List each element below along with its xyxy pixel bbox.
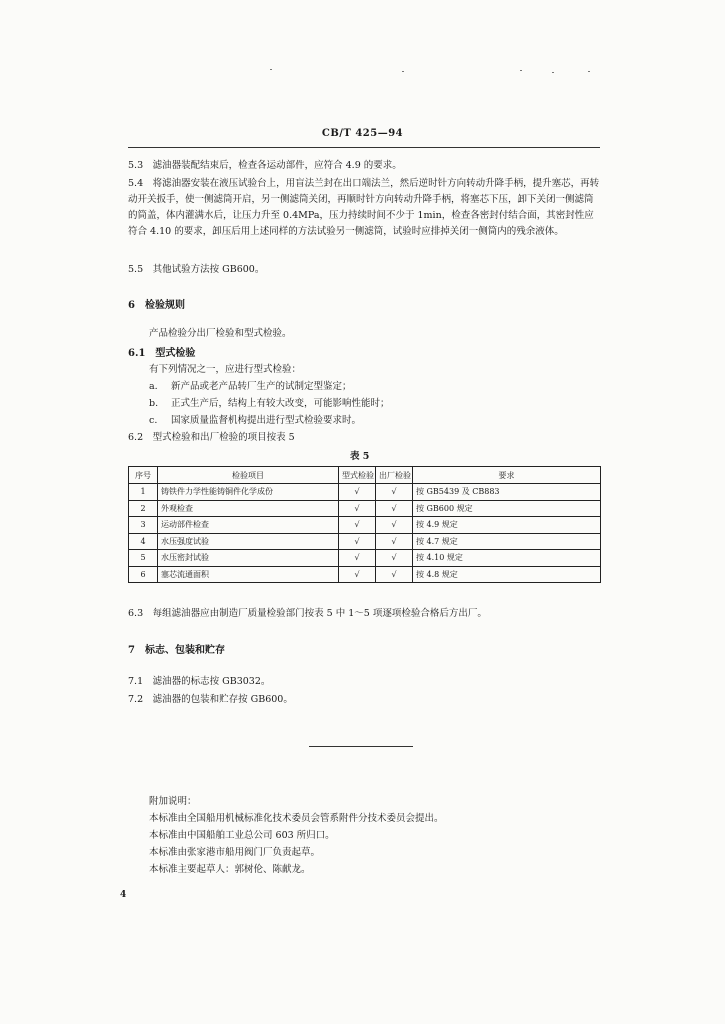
cell-index: 4	[129, 533, 158, 550]
scan-speck	[402, 71, 404, 72]
clause-5-5: 5.5 其他试验方法按 GB600。	[128, 264, 265, 275]
clause-5-3: 5.3 滤油器装配结束后，检查各运动部件，应符合 4.9 的要求。	[128, 160, 402, 171]
cell-factory-test: √	[376, 500, 413, 517]
page-number: 4	[120, 890, 127, 900]
list-label: c.	[149, 415, 158, 426]
cell-type-test: √	[339, 533, 376, 550]
list-label: b.	[149, 398, 159, 409]
clause-6-3: 6.3 每组滤油器应由制造厂质量检验部门按表 5 中 1～5 项逐项检验合格后方出厂。	[128, 608, 487, 619]
section-7-heading: 7 标志、包装和贮存	[128, 645, 225, 656]
clause-7-1: 7.1 滤油器的标志按 GB3032。	[128, 676, 271, 687]
cell-item: 铸铁件力学性能铸铜件化学成份	[158, 484, 339, 501]
cell-factory-test: √	[376, 484, 413, 501]
table-row	[129, 550, 601, 567]
table-row	[129, 517, 601, 534]
col-header-index: 序号	[129, 467, 158, 484]
note-line: 本标准由中国船舶工业总公司 603 所归口。	[149, 830, 335, 841]
col-header-requirement: 要求	[413, 467, 601, 484]
list-item-text: 正式生产后，结构上有较大改变，可能影响性能时；	[171, 398, 390, 409]
note-line: 本标准由张家港市船用阀门厂负责起草。	[149, 847, 321, 858]
standard-number-header: CB/T 425—94	[321, 128, 404, 139]
table-row	[129, 566, 601, 583]
table-row	[129, 500, 601, 517]
cell-type-test: √	[339, 500, 376, 517]
cell-requirement: 按 GB600 规定	[413, 500, 601, 517]
clause-5-4: 5.4 将滤油器安装在液压试验台上，用盲法兰封在出口端法兰，然后逆时针方向转动升降手柄，提升塞芯，再转动开关扳手，使一侧滤筒开启，另一侧滤筒关闭，再顺时针方向转动升降手柄，将塞芯下压，卸下关闭一侧滤筒的筒盖，体内灌满水后，让压力升至 0.4MPa，压力持续时间不少于 1min，检查各密封付结合面，其密封性应符合 4.10 的要求，卸压后用上述同样的方法试验另一侧滤筒，试验时应排掉关闭一侧筒内的残余液体。	[128, 178, 600, 237]
cell-factory-test: √	[376, 550, 413, 567]
section-6-heading: 6 检验规则	[128, 300, 185, 311]
header-rule	[128, 147, 600, 148]
section-6-intro: 产品检验分出厂检验和型式检验。	[149, 328, 292, 339]
cell-type-test: √	[339, 550, 376, 567]
table-header-row	[129, 467, 601, 484]
list-item-text: 国家质量监督机构提出进行型式检验要求时。	[171, 415, 362, 426]
cell-factory-test: √	[376, 517, 413, 534]
cell-item: 水压密封试验	[158, 550, 339, 567]
table-5	[128, 466, 601, 583]
cell-factory-test: √	[376, 533, 413, 550]
list-label: a.	[149, 381, 158, 392]
cell-type-test: √	[339, 484, 376, 501]
scan-speck	[520, 70, 522, 71]
clause-6-1-heading: 6.1 型式检验	[128, 348, 196, 359]
cell-requirement: 按 4.9 规定	[413, 517, 601, 534]
cell-item: 外观检查	[158, 500, 339, 517]
cell-index: 1	[129, 484, 158, 501]
end-separator-rule	[309, 746, 413, 747]
cell-type-test: √	[339, 517, 376, 534]
cell-requirement: 按 4.10 规定	[413, 550, 601, 567]
cell-requirement: 按 4.8 规定	[413, 566, 601, 583]
cell-requirement: 按 GB5439 及 CB883	[413, 484, 601, 501]
cell-index: 2	[129, 500, 158, 517]
col-header-factory-test: 出厂检验	[376, 467, 413, 484]
col-header-type-test: 型式检验	[339, 467, 376, 484]
scan-speck	[588, 71, 590, 72]
cell-index: 5	[129, 550, 158, 567]
list-item-text: 新产品或老产品转厂生产的试制定型鉴定；	[171, 381, 352, 392]
table-row	[129, 533, 601, 550]
cell-item: 塞芯流通面积	[158, 566, 339, 583]
scan-speck	[552, 72, 554, 73]
clause-6-1-intro: 有下列情况之一，应进行型式检验：	[149, 364, 302, 375]
cell-factory-test: √	[376, 566, 413, 583]
cell-type-test: √	[339, 566, 376, 583]
clause-7-2: 7.2 滤油器的包装和贮存按 GB600。	[128, 694, 293, 705]
note-line: 本标准主要起草人：郭树伦、陈献龙。	[149, 864, 311, 875]
cell-index: 3	[129, 517, 158, 534]
cell-item: 运动部件检查	[158, 517, 339, 534]
cell-requirement: 按 4.7 规定	[413, 533, 601, 550]
table-5-title: 表 5	[350, 451, 370, 462]
cell-item: 水压强度试验	[158, 533, 339, 550]
additional-notes-title: 附加说明：	[149, 796, 197, 807]
table-row	[129, 484, 601, 501]
scan-speck	[270, 69, 272, 70]
note-line: 本标准由全国船用机械标准化技术委员会管系附件分技术委员会提出。	[149, 813, 444, 824]
cell-index: 6	[129, 566, 158, 583]
col-header-item: 检验项目	[158, 467, 339, 484]
clause-6-2: 6.2 型式检验和出厂检验的项目按表 5	[128, 432, 295, 443]
